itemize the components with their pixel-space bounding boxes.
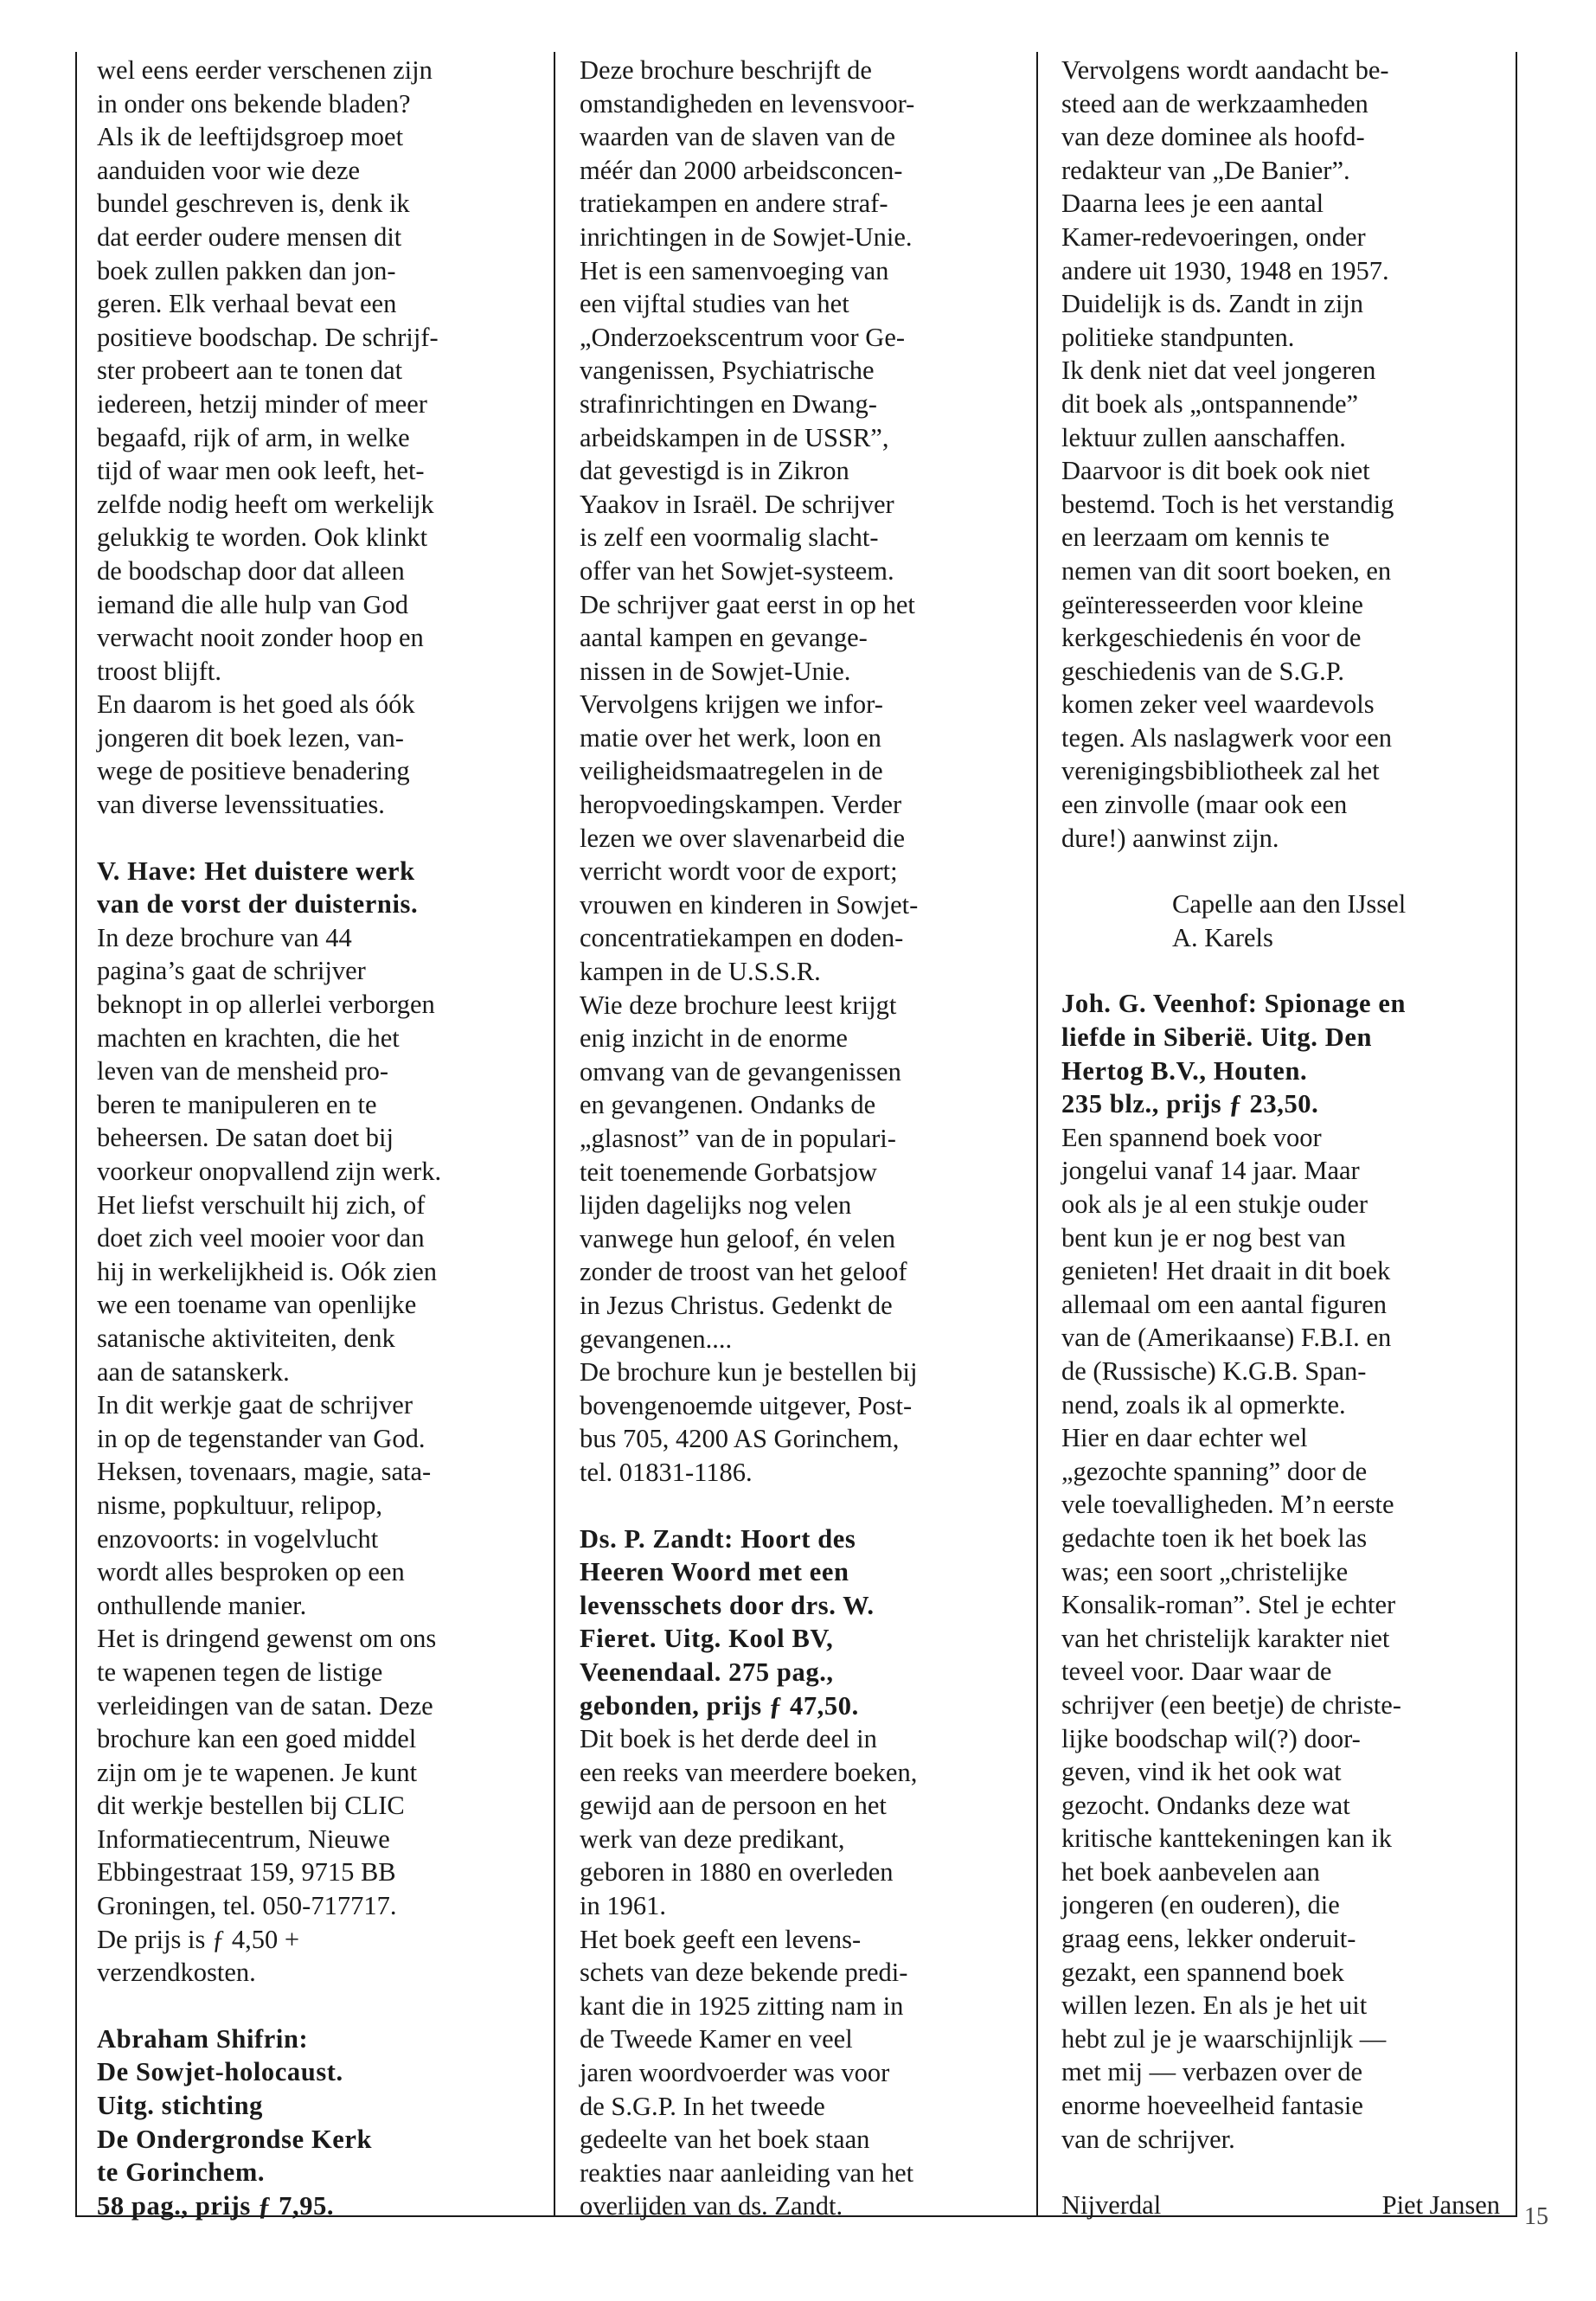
- text-line: we een toename van openlijke: [97, 1290, 417, 1320]
- text-line: de (Russische) K.G.B. Span-: [1061, 1356, 1367, 1386]
- text-line: inrichtingen in de Sowjet-Unie.: [580, 221, 913, 252]
- text-line: gelukkig te worden. Ook klinkt: [97, 522, 428, 553]
- paragraph-gap: [580, 1490, 1029, 1522]
- text-line: teit toenemende Gorbatsjow: [580, 1157, 877, 1187]
- text-line: enorme hoeveelheid fantasie: [1061, 2091, 1363, 2121]
- heading-line: Hertog B.V., Houten.: [1061, 1055, 1308, 1086]
- text-line: brochure kan een goed middel: [97, 1724, 417, 1754]
- text-line: jaren woordvoerder was voor: [580, 2058, 890, 2088]
- text-line: Deze brochure beschrijft de: [580, 55, 872, 85]
- text-line: enzovoorts: in vogelvlucht: [97, 1523, 379, 1554]
- text-line: bovengenoemde uitgever, Post-: [580, 1390, 913, 1420]
- text-line: voorkeur onopvallend zijn werk.: [97, 1157, 442, 1186]
- text-line: Groningen, tel. 050-717717.: [97, 1891, 397, 1921]
- text-line: geïnteresseerden voor kleine: [1061, 589, 1363, 619]
- heading-line: Heeren Woord met een: [580, 1557, 849, 1587]
- body-paragraph: [1061, 54, 1511, 855]
- text-line: van het christelijk karakter niet: [1061, 1623, 1390, 1653]
- text-line: lektuur zullen aanschaffen.: [1061, 422, 1346, 452]
- text-line: wel eens eerder verschenen zijn: [97, 55, 433, 85]
- text-line: jongelui vanaf 14 jaar. Maar: [1061, 1156, 1360, 1186]
- text-line: strafinrichtingen en Dwang-: [580, 388, 877, 419]
- text-line: in onder ons bekende bladen?: [97, 88, 411, 119]
- text-line: doet zich veel mooier voor dan: [97, 1223, 425, 1253]
- review-heading: [97, 2022, 547, 2223]
- text-line: Daarna lees je een aantal: [1061, 189, 1324, 219]
- paragraph-gap: [1061, 855, 1511, 888]
- body-paragraph: [1061, 1121, 1511, 2156]
- text-line: Wie deze brochure leest krijgt: [580, 990, 897, 1020]
- body-paragraph: [97, 921, 547, 1990]
- body-paragraph: [97, 54, 547, 822]
- heading-line: gebonden, prijs ƒ 47,50.: [580, 1690, 859, 1721]
- text-line: ster probeert aan te tonen dat: [97, 356, 403, 386]
- text-line: kant die in 1925 zitting nam in: [580, 1990, 904, 2021]
- text-line: van diverse levenssituaties.: [97, 790, 385, 820]
- text-line: geboren in 1880 en overleden: [580, 1857, 894, 1888]
- text-line: enig inzicht in de enorme: [580, 1023, 848, 1054]
- text-line: graag eens, lekker onderuit-: [1061, 1924, 1356, 1954]
- text-line: Heksen, tovenaars, magie, sata-: [97, 1457, 432, 1487]
- heading-line: 235 blz., prijs ƒ 23,50.: [1061, 1089, 1319, 1119]
- text-line: de boodschap door dat alleen: [97, 555, 405, 586]
- text-line: wege de positieve benadering: [97, 756, 410, 786]
- column-2: [580, 54, 1029, 2223]
- text-line: Ebbingestraat 159, 9715 BB: [97, 1857, 396, 1888]
- text-line: dat eerder oudere mensen dit: [97, 221, 402, 252]
- text-line: gezakt, een spannend boek: [1061, 1957, 1344, 1987]
- text-line: zonder de troost van het geloof: [580, 1257, 907, 1287]
- text-line: Het boek geeft een levens-: [580, 1924, 862, 1954]
- text-line: kerkgeschiedenis én voor de: [1061, 623, 1362, 653]
- text-line: Yaakov in Israël. De schrijver: [580, 489, 894, 519]
- text-line: werk van deze predikant,: [580, 1823, 845, 1854]
- text-line: concentratiekampen en doden-: [580, 923, 904, 953]
- text-line: wordt alles besproken op een: [97, 1557, 405, 1587]
- text-line: van de schrijver.: [1061, 2124, 1235, 2154]
- heading-line: De Sowjet-holocaust.: [97, 2057, 343, 2087]
- text-line: en gevangenen. Ondanks de: [580, 1090, 876, 1120]
- text-line: Duidelijk is ds. Zandt in zijn: [1061, 289, 1364, 319]
- column-divider-1: [554, 52, 555, 2216]
- text-line: Konsalik-roman”. Stel je echter: [1061, 1590, 1396, 1620]
- text-line: dure!) aanwinst zijn.: [1061, 823, 1279, 853]
- text-line: te wapenen tegen de listige: [97, 1657, 383, 1687]
- text-line: iemand die alle hulp van God: [97, 589, 408, 619]
- text-line: willen lezen. En als je het uit: [1061, 1990, 1368, 2021]
- text-line: van deze dominee als hoofd-: [1061, 122, 1365, 152]
- heading-line: levensschets door drs. W.: [580, 1590, 875, 1620]
- text-line: hij in werkelijkheid is. Oók zien: [97, 1256, 438, 1286]
- text-line: begaafd, rijk of arm, in welke: [97, 422, 410, 452]
- text-line: satanische aktiviteiten, denk: [97, 1323, 395, 1353]
- text-line: de Tweede Kamer en veel: [580, 2024, 853, 2054]
- text-line: machten en krachten, die het: [97, 1022, 400, 1053]
- text-line: In deze brochure van 44: [97, 922, 352, 952]
- text-line: waarden van de slaven van de: [580, 122, 895, 152]
- text-line: redakteur van „De Banier”.: [1061, 155, 1350, 185]
- text-line: Informatiecentrum, Nieuwe: [97, 1823, 390, 1854]
- paragraph-gap: [1061, 2156, 1511, 2189]
- column-divider-left: [75, 52, 77, 2216]
- column-divider-2: [1036, 52, 1038, 2216]
- text-line: „Onderzoekscentrum voor Ge-: [580, 322, 906, 352]
- text-line: ook als je al een stukje ouder: [1061, 1189, 1368, 1219]
- heading-line: Joh. G. Veenhof: Spionage en: [1061, 989, 1407, 1019]
- text-line: Dit boek is het derde deel in: [580, 1724, 877, 1754]
- column-1: [97, 54, 547, 2222]
- review-heading: [97, 855, 547, 921]
- text-line: De brochure kun je bestellen bij: [580, 1357, 918, 1388]
- text-line: De prijs is ƒ 4,50 +: [97, 1924, 300, 1954]
- text-line: vrouwen en kinderen in Sowjet-: [580, 889, 919, 920]
- text-line: teveel voor. Daar waar de: [1061, 1657, 1332, 1687]
- text-line: het boek aanbevelen aan: [1061, 1856, 1320, 1887]
- text-line: lijke boodschap wil(?) door-: [1061, 1723, 1361, 1753]
- text-line: kampen in de U.S.S.R.: [580, 957, 821, 987]
- text-line: Kamer-redevoeringen, onder: [1061, 221, 1366, 252]
- text-line: Vervolgens krijgen we infor-: [580, 689, 883, 720]
- text-line: in 1961.: [580, 1891, 666, 1921]
- heading-line: Fieret. Uitg. Kool BV,: [580, 1624, 834, 1654]
- text-line: verzendkosten.: [97, 1958, 256, 1988]
- text-line: „gezochte spanning” door de: [1061, 1456, 1368, 1486]
- text-line: steed aan de werkzaamheden: [1061, 88, 1368, 119]
- text-line: bestemd. Toch is het verstandig: [1061, 489, 1394, 519]
- text-line: arbeidskampen in de USSR”,: [580, 422, 889, 452]
- text-line: Een spannend boek voor: [1061, 1122, 1322, 1152]
- text-line: komen zeker veel waardevols: [1061, 689, 1375, 720]
- text-line: matie over het werk, loon en: [580, 722, 881, 753]
- text-line: tegen. Als naslagwerk voor een: [1061, 722, 1392, 753]
- text-line: de S.G.P. In het tweede: [580, 2091, 825, 2121]
- signature-name: Piet Jansen: [1381, 2190, 1500, 2221]
- text-line: leven van de mensheid pro-: [97, 1056, 389, 1086]
- text-line: kritische kanttekeningen kan ik: [1061, 1823, 1392, 1854]
- text-line: schrijver (een beetje) de christe-: [1061, 1689, 1401, 1720]
- text-line: A. Karels: [1172, 922, 1273, 952]
- text-line: nisme, popkultuur, relipop,: [97, 1490, 383, 1520]
- text-line: veiligheidsmaatregelen in de: [580, 756, 883, 786]
- paragraph-gap: [97, 822, 547, 855]
- body-paragraph: [580, 1722, 1029, 2223]
- text-line: reakties naar aanleiding van het: [580, 2157, 914, 2188]
- text-line: zijn om je te wapenen. Je kunt: [97, 1757, 418, 1787]
- text-line: nend, zoals ik al opmerkte.: [1061, 1389, 1346, 1420]
- text-line: Het liefst verschuilt hij zich, of: [97, 1189, 426, 1220]
- paragraph-gap: [97, 1990, 547, 2022]
- text-line: Capelle aan den IJssel: [1172, 889, 1407, 920]
- paragraph-gap: [1061, 954, 1511, 987]
- text-line: een zinvolle (maar ook een: [1061, 790, 1348, 820]
- text-line: aan de satanskerk.: [97, 1356, 290, 1387]
- text-line: „glasnost” van de in populari-: [580, 1124, 896, 1153]
- review-signature: [1061, 2189, 1500, 2222]
- text-line: troost blijft.: [97, 656, 222, 686]
- text-line: Hier en daar echter wel: [1061, 1423, 1308, 1453]
- text-line: vanwege hun geloof, én velen: [580, 1223, 896, 1253]
- text-line: hebt zul je je waarschijnlijk —: [1061, 2023, 1387, 2054]
- text-line: geren. Elk verhaal bevat een: [97, 289, 397, 319]
- text-line: Vervolgens wordt aandacht be-: [1061, 55, 1389, 85]
- text-line: pagina’s gaat de schrijver: [97, 956, 366, 986]
- column-3: [1061, 54, 1511, 2222]
- text-line: nissen in de Sowjet-Unie.: [580, 656, 851, 686]
- text-line: beren te manipuleren en te: [97, 1089, 377, 1119]
- text-line: een reeks van meerdere boeken,: [580, 1757, 918, 1787]
- review-heading: [580, 1522, 1029, 1723]
- heading-line: te Gorinchem.: [97, 2157, 266, 2188]
- text-line: schets van deze bekende predi-: [580, 1958, 908, 1988]
- text-line: jongeren dit boek lezen, van-: [97, 722, 404, 753]
- text-line: tel. 01831-1186.: [580, 1457, 753, 1487]
- text-line: Daarvoor is dit boek ook niet: [1061, 456, 1370, 486]
- text-line: dat gevestigd is in Zikron: [580, 456, 849, 486]
- text-line: De schrijver gaat eerst in op het: [580, 589, 915, 619]
- heading-line: 58 pag., prijs ƒ 7,95.: [97, 2190, 335, 2221]
- heading-line: Uitg. stichting: [97, 2091, 263, 2121]
- text-line: Het is dringend gewenst om ons: [97, 1624, 437, 1654]
- text-line: gezocht. Ondanks deze wat: [1061, 1790, 1350, 1820]
- text-line: verricht wordt voor de export;: [580, 856, 898, 887]
- text-line: verwacht nooit zonder hoop en: [97, 623, 424, 653]
- heading-line: Ds. P. Zandt: Hoort des: [580, 1523, 856, 1554]
- text-line: gevangenen....: [580, 1324, 733, 1354]
- text-line: allemaal om een aantal figuren: [1061, 1289, 1387, 1319]
- text-line: En daarom is het goed als óók: [97, 689, 415, 720]
- heading-line: van de vorst der duisternis.: [97, 889, 419, 920]
- text-line: beheersen. De satan doet bij: [97, 1123, 394, 1153]
- text-line: vangenissen, Psychiatrische: [580, 356, 875, 386]
- body-paragraph: [580, 54, 1029, 1490]
- text-line: lijden dagelijks nog velen: [580, 1190, 852, 1221]
- text-line: in op de tegenstander van God.: [97, 1423, 426, 1453]
- text-line: in Jezus Christus. Gedenkt de: [580, 1290, 893, 1320]
- text-line: zelfde nodig heeft om werkelijk: [97, 489, 434, 519]
- text-line: jongeren (en ouderen), die: [1061, 1890, 1340, 1920]
- text-line: lezen we over slavenarbeid die: [580, 823, 905, 853]
- heading-line: De Ondergrondse Kerk: [97, 2124, 373, 2154]
- text-line: bent kun je er nog best van: [1061, 1222, 1346, 1253]
- text-line: bundel geschreven is, denk ik: [97, 189, 410, 219]
- column-divider-right: [1516, 52, 1517, 2216]
- review-heading: [1061, 987, 1511, 1120]
- text-line: In dit werkje gaat de schrijver: [97, 1390, 413, 1420]
- text-line: heropvoedingskampen. Verder: [580, 790, 902, 820]
- text-line: Ik denk niet dat veel jongeren: [1061, 356, 1376, 386]
- text-line: genieten! Het draait in dit boek: [1061, 1256, 1391, 1286]
- page-number: 15: [1524, 2203, 1548, 2230]
- text-line: van de (Amerikaanse) F.B.I. en: [1061, 1323, 1392, 1353]
- text-line: méér dan 2000 arbeidsconcen-: [580, 155, 903, 185]
- text-line: verleidingen van de satan. Deze: [97, 1690, 433, 1721]
- text-line: Het is een samenvoeging van: [580, 255, 889, 285]
- text-line: gewijd aan de persoon en het: [580, 1791, 887, 1821]
- text-line: geven, vind ik het ook wat: [1061, 1757, 1342, 1787]
- reviewer-signature: [1061, 888, 1511, 954]
- text-line: verenigingsbibliotheek zal het: [1061, 756, 1380, 786]
- text-line: dit boek als „ontspannende”: [1061, 388, 1359, 419]
- text-line: nemen van dit soort boeken, en: [1061, 555, 1392, 586]
- text-line: andere uit 1930, 1948 en 1957.: [1061, 255, 1389, 285]
- text-line: omvang van de gevangenissen: [580, 1056, 901, 1086]
- text-line: gedachte toen ik het boek las: [1061, 1522, 1368, 1553]
- heading-line: V. Have: Het duistere werk: [97, 856, 415, 886]
- text-line: bus 705, 4200 AS Gorinchem,: [580, 1424, 900, 1454]
- text-line: tratiekampen en andere straf-: [580, 189, 888, 219]
- text-line: offer van het Sowjet-systeem.: [580, 555, 894, 586]
- text-line: dit werkje bestellen bij CLIC: [97, 1791, 405, 1821]
- signature-place: Nijverdal: [1061, 2190, 1162, 2221]
- text-line: Als ik de leeftijdsgroep moet: [97, 122, 404, 152]
- heading-line: Veenendaal. 275 pag.,: [580, 1657, 834, 1687]
- text-line: aantal kampen en gevange-: [580, 623, 868, 653]
- heading-line: Abraham Shifrin:: [97, 2023, 309, 2054]
- text-line: iedereen, hetzij minder of meer: [97, 388, 427, 419]
- text-line: geschiedenis van de S.G.P.: [1061, 656, 1344, 686]
- text-line: aanduiden voor wie deze: [97, 155, 361, 185]
- text-line: boek zullen pakken dan jon-: [97, 255, 396, 285]
- text-line: omstandigheden en levensvoor-: [580, 88, 915, 119]
- text-line: tijd of waar men ook leeft, het-: [97, 456, 425, 486]
- heading-line: liefde in Siberië. Uitg. Den: [1061, 1022, 1373, 1053]
- text-line: positieve boodschap. De schrijf-: [97, 322, 439, 352]
- text-line: overlijden van ds. Zandt.: [580, 2191, 843, 2221]
- text-line: gedeelte van het boek staan: [580, 2125, 870, 2155]
- text-line: met mij — verbazen over de: [1061, 2057, 1363, 2087]
- text-line: en leerzaam om kennis te: [1061, 522, 1330, 553]
- text-line: vele toevalligheden. M’n eerste: [1061, 1490, 1394, 1520]
- text-line: was; een soort „christelijke: [1061, 1556, 1349, 1586]
- text-line: een vijftal studies van het: [580, 289, 849, 319]
- text-line: politieke standpunten.: [1061, 322, 1295, 352]
- text-line: onthullende manier.: [97, 1590, 307, 1620]
- text-line: beknopt in op allerlei verborgen: [97, 990, 435, 1020]
- text-line: is zelf een voormalig slacht-: [580, 522, 879, 553]
